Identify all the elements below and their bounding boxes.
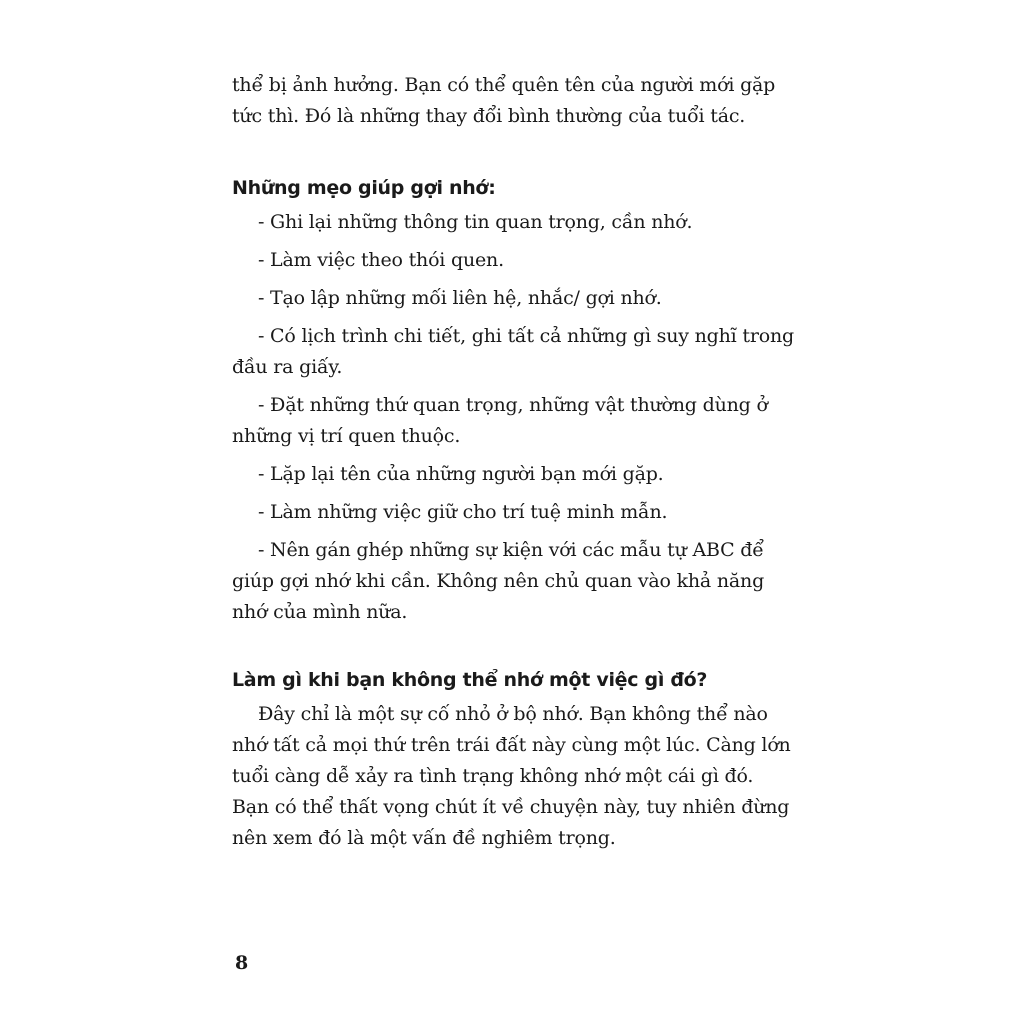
list-item: - Ghi lại những thông tin quan trọng, cần nhớ.: [258, 211, 693, 233]
list-item: - Có lịch trình chi tiết, ghi tất cả những gì suy nghĩ trong đầu ra giấy.: [232, 325, 794, 378]
tips-heading: Những mẹo giúp gợi nhớ:: [232, 177, 496, 199]
forget-paragraph: Đây chỉ là một sự cố nhỏ ở bộ nhớ. Bạn không thể nào nhớ tất cả mọi thứ trên trái đất này cùng một lúc. Càng lớn tuổi càng dễ xảy ra tình trạng không nhớ một cái gì đó. Bạn có thể thất vọng chút ít về chuyện này, tuy nhiên đừng nên xem đó là một vấn đề nghiêm trọng.: [232, 703, 791, 849]
book-page: [232, 70, 794, 854]
list-item: - Làm việc theo thói quen.: [258, 249, 504, 271]
tips-list: [232, 207, 794, 628]
list-item: - Đặt những thứ quan trọng, những vật thường dùng ở những vị trí quen thuộc.: [232, 394, 768, 447]
list-item: - Tạo lập những mối liên hệ, nhắc/ gợi nhớ.: [258, 287, 662, 309]
intro-paragraph: thể bị ảnh hưởng. Bạn có thể quên tên của người mới gặp tức thì. Đó là những thay đổi bình thường của tuổi tác.: [232, 74, 776, 127]
list-item: - Làm những việc giữ cho trí tuệ minh mẫn.: [258, 501, 668, 523]
forget-heading: Làm gì khi bạn không thể nhớ một việc gì đó?: [232, 669, 708, 691]
list-item: - Lặp lại tên của những người bạn mới gặp.: [258, 463, 664, 485]
page-number: 8: [235, 952, 249, 974]
list-item: - Nên gán ghép những sự kiện với các mẫu tự ABC để giúp gợi nhớ khi cần. Không nên chủ quan vào khả năng nhớ của mình nữa.: [232, 539, 765, 623]
